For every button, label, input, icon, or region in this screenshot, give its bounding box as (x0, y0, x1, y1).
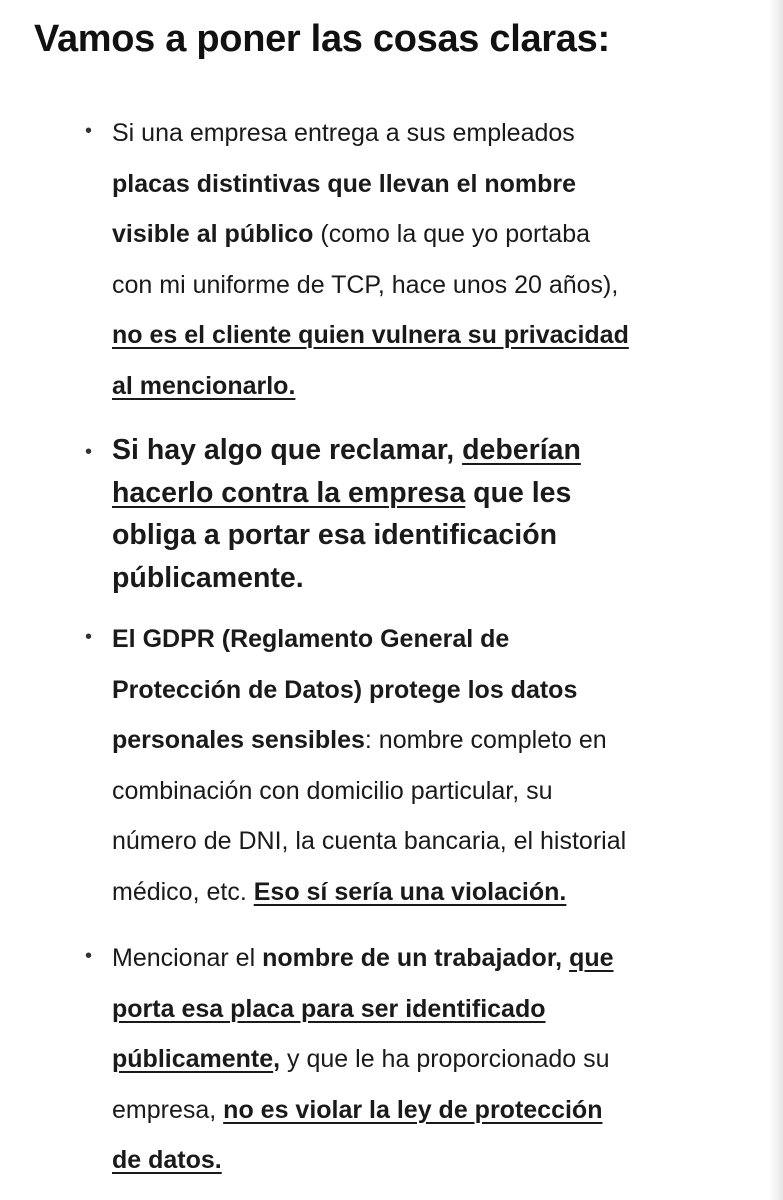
text-line (112, 984, 752, 1035)
bullet-paragraph (112, 429, 752, 599)
text-line (112, 514, 752, 557)
text-line (112, 361, 752, 412)
text-line (112, 260, 752, 311)
text-line (112, 557, 752, 600)
text-line (112, 310, 752, 361)
bold-text: nombre de un trabajador, (262, 944, 570, 972)
bullet-icon: • (85, 945, 93, 967)
bold-text: visible al público (112, 220, 314, 249)
text-line (112, 209, 752, 260)
text-line (112, 472, 752, 515)
bullet-paragraph (112, 933, 752, 1186)
underlined-text: que (569, 944, 614, 972)
underlined-text: públicamente (112, 1045, 274, 1074)
text-run: y que le ha proporcionado su (280, 1045, 610, 1074)
text-line (112, 159, 752, 210)
bullet-item-gdpr (85, 614, 752, 918)
text-run: : nombre completo en (364, 726, 607, 755)
text-line (112, 665, 752, 716)
text-line (112, 1034, 752, 1085)
bullet-icon: • (85, 441, 93, 463)
bold-text: públicamente. (112, 561, 304, 594)
underlined-text: no es el cliente quien vulnera su privacidad (112, 321, 629, 350)
text-run: combinación con domicilio particular, su (112, 776, 553, 805)
text-run: número de DNI, la cuenta bancaria, el historial (112, 827, 627, 856)
underlined-text: deberían (462, 434, 581, 466)
text-line (112, 766, 752, 817)
text-line (112, 933, 752, 984)
text-line (112, 867, 752, 918)
bullet-icon: • (85, 120, 93, 142)
text-run: (como la que yo portaba (313, 220, 591, 249)
text-run: médico, etc. (112, 877, 254, 906)
bold-text: personales sensibles (112, 726, 365, 755)
bold-text: , (273, 1045, 281, 1074)
page-title: Vamos a poner las cosas claras: (34, 18, 610, 60)
underlined-text: hacerlo contra la empresa (112, 476, 466, 509)
bold-text: El GDPR (Reglamento General de (112, 625, 510, 653)
bold-text: Protección de Datos) protege los datos (112, 675, 578, 704)
bullet-paragraph (112, 108, 752, 412)
bullet-icon: • (85, 626, 93, 648)
text-line (112, 614, 752, 665)
bullet-item-badges (85, 108, 752, 412)
text-line (112, 1135, 752, 1186)
bold-text: Si hay algo que reclamar, (112, 434, 463, 466)
text-line (112, 816, 752, 867)
underlined-text: Eso sí sería una violación. (253, 877, 567, 906)
page-edge-shadow (769, 0, 783, 1200)
text-line (112, 108, 752, 159)
underlined-text: porta esa placa para ser identificado (112, 994, 546, 1023)
text-line (112, 429, 752, 472)
text-run: Mencionar el (112, 944, 263, 972)
bullet-item-worker-name (85, 933, 752, 1186)
bold-text: placas distintivas que llevan el nombre (112, 169, 577, 198)
bold-text: obliga a portar esa identificación (112, 519, 558, 551)
underlined-text: de datos. (112, 1146, 222, 1175)
bullet-paragraph (112, 614, 752, 918)
text-run: Si una empresa entrega a sus empleados (112, 119, 575, 147)
text-run: empresa, (112, 1095, 224, 1124)
underlined-text: no es violar la ley de protección (223, 1095, 603, 1124)
text-run: con mi uniforme de TCP, hace unos 20 años), (112, 270, 619, 299)
underlined-text: al mencionarlo. (112, 371, 296, 400)
bullet-item-claim (85, 429, 752, 599)
bold-text: que les (465, 476, 572, 509)
text-line (112, 1085, 752, 1136)
text-line (112, 715, 752, 766)
